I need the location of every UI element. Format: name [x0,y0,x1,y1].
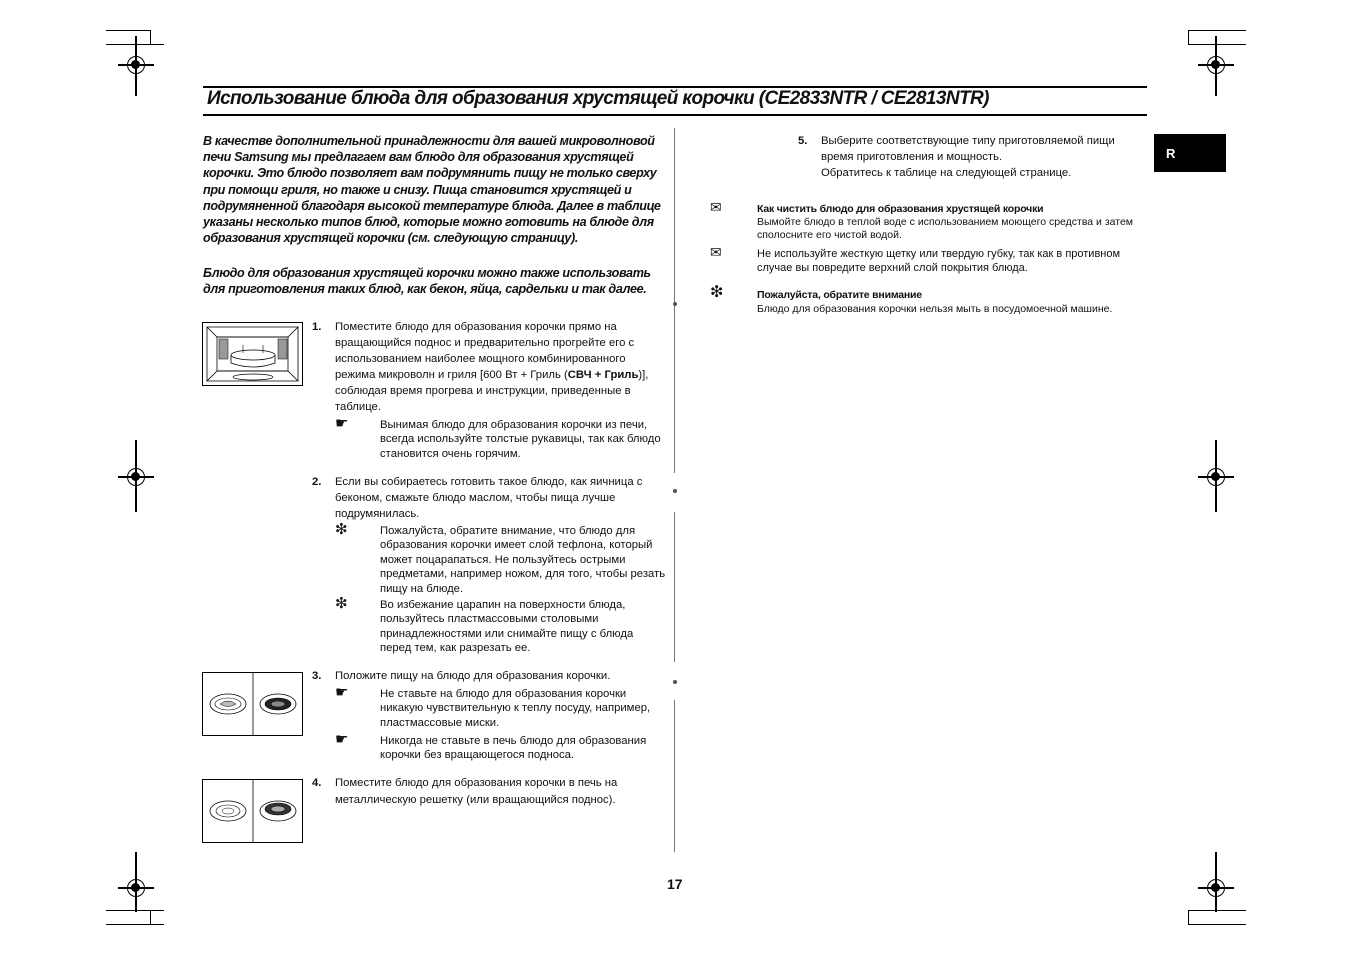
intro-paragraph-2: Блюдо для образования хрустящей корочки можно также использовать для приготовления таких блюд, как бекон, яйца, сардельки и так далее. [203,266,651,297]
note-text: Пожалуйста, обратите внимание, что блюдо для образования корочки имеет слой тефлона, который может поцарапаться. Не пользуйтесь острыми предметами, например ножом, для того, чтобы резать пищу на блюде. [380,525,666,595]
note-heading: Пожалуйста, обратите внимание [757,289,922,301]
note-text: Не ставьте на блюдо для образования корочки никакую чувствительную к теплу посуду, например, пластмассовые миски. [380,688,651,729]
registration-mark-icon [1207,56,1225,74]
step-text-part: )], соблюдая время прогрева и инструкции, приведенные в таблице. [335,369,649,413]
plate-on-rack-icon [203,780,302,842]
divider-dot [673,302,677,306]
registration-mark-icon [1207,468,1225,486]
language-tab: R [1154,134,1226,172]
step-text: Поместите блюдо для образования корочки в печь на металлическую решетку (или вращающийся поднос). [335,777,618,806]
microwave-illustration [202,322,303,386]
plate-on-rack-illustration [202,779,303,843]
step-number: 4. [312,777,322,789]
microwave-oven-icon [203,323,302,385]
mode-label: СВЧ + Гриль [567,369,639,381]
note-text: Вынимая блюдо для образования корочки из печи, всегда используйте толстые рукавицы, так как блюдо становится очень горячим. [380,419,661,460]
step-text-line: Выберите соответствующие типу приготовляемой пищи время приготовления и мощность. [821,135,1115,163]
registration-mark-icon [127,468,145,486]
note-text: Во избежание царапин на поверхности блюда, пользуйтесь пластмассовыми столовыми принадлежностями или снимайте пищу с блюда перед тем, как разрезать ее. [380,599,634,655]
divider-dot [673,489,677,493]
step-text [821,133,1139,181]
step-text-line: Обратитесь к таблице на следующей странице. [821,167,1072,179]
title-bottom-rule [203,114,1147,116]
envelope-icon: ✉ [710,244,722,260]
intro-paragraph: В качестве дополнительной принадлежности для вашей микроволновой печи Samsung мы предлагаем вам блюдо для образования хрустящей корочки. Это блюдо позволяет вам подрумянить пищу не только сверху при помощи гриля, но также и снизу. Пища становится хрустящей и подрумяненной благодаря высокой температуре блюда. Далее в таблице указаны несколько типов блюд, которые можно готовить на блюде для образования хрустящей корочки (см. следующую страницу). [203,134,661,246]
page-title: Использование блюда для образования хрустящей корочки (CE2833NTR / CE2813NTR) [207,88,989,109]
crusty-plate-food-icon [203,673,302,735]
divider-dot [673,680,677,684]
step-number: 1. [312,321,322,333]
step-number: 3. [312,670,322,682]
step-text-part: Поместите блюдо для образования корочки прямо на вращающийся поднос и предварительно прогрейте его с использованием наиболее мощного комбинированного режима микроволн и гриля [600 Вт + Гриль ( [335,321,635,381]
hand-pointer-icon: ☛ [335,684,349,701]
step-number: 5. [798,135,808,147]
envelope-icon: ✉ [710,199,722,215]
hand-pointer-icon: ☛ [335,415,349,432]
step-text: Если вы собираетесь готовить такое блюдо, как яичница с беконом, смажьте блюдо маслом, чтобы пища лучше подрумянилась. [335,476,643,520]
step-number: 2. [312,476,322,488]
registration-mark-icon [1207,879,1225,897]
note-text: Блюдо для образования корочки нельзя мыть в посудомоечной машине. [757,303,1113,315]
page-number: 17 [667,876,683,892]
registration-mark-icon [127,56,145,74]
note-text: Вымойте блюдо в теплой воде с использованием моющего средства и затем сполосните его чистой водой. [757,216,1134,241]
column-divider [674,128,675,473]
column-divider [674,700,675,852]
registration-mark-icon [127,879,145,897]
hand-pointer-icon: ☛ [335,731,349,748]
note-text: Никогда не ставьте в печь блюдо для образования корочки без вращающегося подноса. [380,735,647,762]
note-text: Не используйте жесткую щетку или твердую губку, так как в противном случае вы повредите верхний слой покрытия блюда. [757,248,1121,275]
caution-icon: ❇ [335,595,348,612]
step-text: Положите пищу на блюдо для образования корочки. [335,670,611,682]
crusty-plate-illustration [202,672,303,736]
caution-icon: ❇ [335,521,348,538]
column-divider [674,512,675,662]
note-heading: Как чистить блюдо для образования хрустящей корочки [757,203,1044,215]
step-text [335,319,660,415]
caution-icon: ❇ [710,284,724,301]
